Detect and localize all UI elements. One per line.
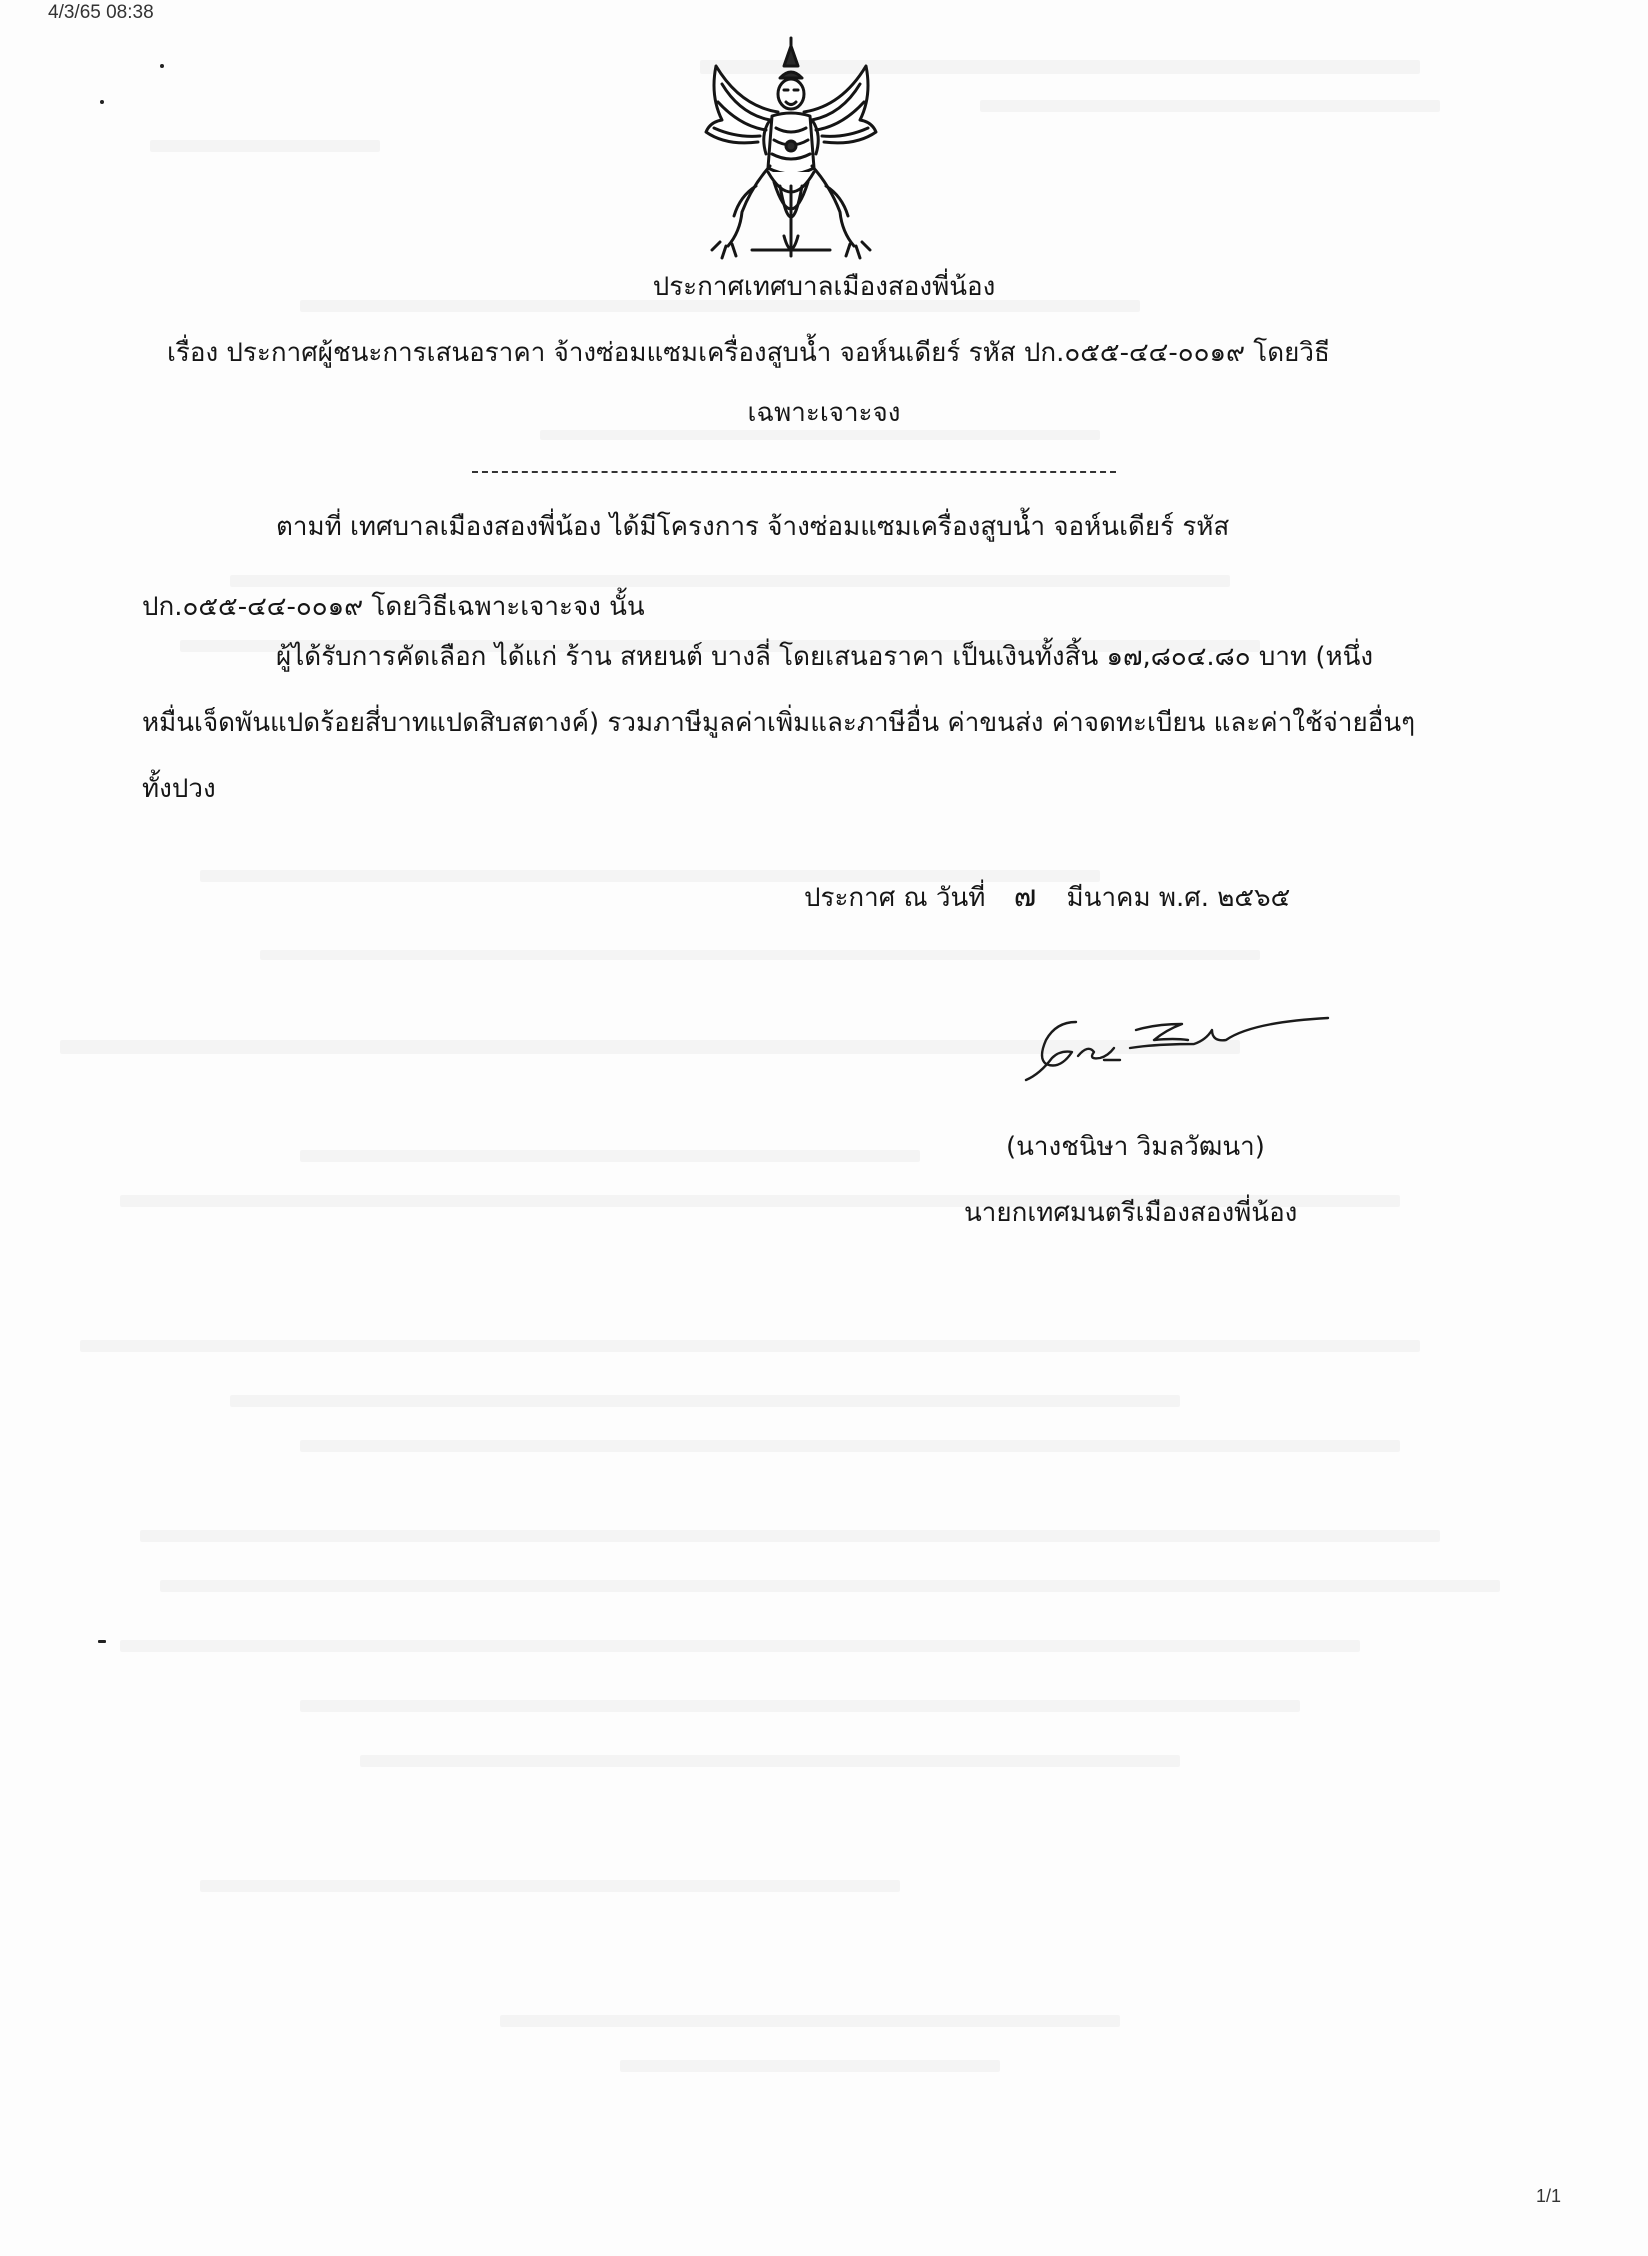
body-paragraph-1-line-1: ตามที่ เทศบาลเมืองสองพี่น้อง ได้มีโครงการ จ้างซ่อมแซมเครื่องสูบน้ำ จอห์นเดียร์ รหัส [276,512,1230,542]
fax-timestamp: 4/3/65 08:38 [48,2,154,23]
scan-speck [160,64,164,68]
date-line [804,880,1290,915]
handwritten-signature [1016,1000,1336,1090]
scan-speck [100,100,104,104]
signer-name: (นางชนิษา วิมลวัฒนา) [1006,1132,1265,1162]
body-paragraph-2-line-1: ผู้ได้รับการคัดเลือก ได้แก่ ร้าน สหยนต์ บางลี่ โดยเสนอราคา เป็นเงินทั้งสิ้น ๑๗,๘๐๔.๘๐ บาท (หนึ่ง [276,642,1374,672]
signer-title: นายกเทศมนตรีเมืองสองพี่น้อง [964,1198,1298,1228]
title-separator [472,471,1116,473]
page-number: 1/1 [1536,2186,1562,2206]
date-prefix: ประกาศ ณ วันที่ [804,883,986,913]
date-day: ๗ [1013,879,1037,914]
garuda-emblem-icon [700,36,882,268]
date-month-year: มีนาคม พ.ศ. ๒๕๖๕ [1066,883,1291,913]
body-paragraph-1-line-2: ปก.๐๕๕-๔๔-๐๐๑๙ โดยวิธีเฉพาะเจาะจง นั้น [142,592,645,622]
scan-speck [98,1640,106,1643]
announcement-title: ประกาศเทศบาลเมืองสองพี่น้อง [652,272,996,302]
body-paragraph-2-line-2: หมื่นเจ็ดพันแปดร้อยสี่บาทแปดสิบสตางค์) รวมภาษีมูลค่าเพิ่มและภาษีอื่น ค่าขนส่ง ค่าจดทะเบียน และค่าใช้จ่ายอื่นๆ [142,708,1416,738]
body-paragraph-2-line-3: ทั้งปวง [142,774,216,804]
subject-line-2: เฉพาะเจาะจง [747,398,901,428]
subject-line-1: เรื่อง ประกาศผู้ชนะการเสนอราคา จ้างซ่อมแซมเครื่องสูบน้ำ จอห์นเดียร์ รหัส ปก.๐๕๕-๔๔-๐๐๑๙ โดยวิธี [167,338,1330,368]
